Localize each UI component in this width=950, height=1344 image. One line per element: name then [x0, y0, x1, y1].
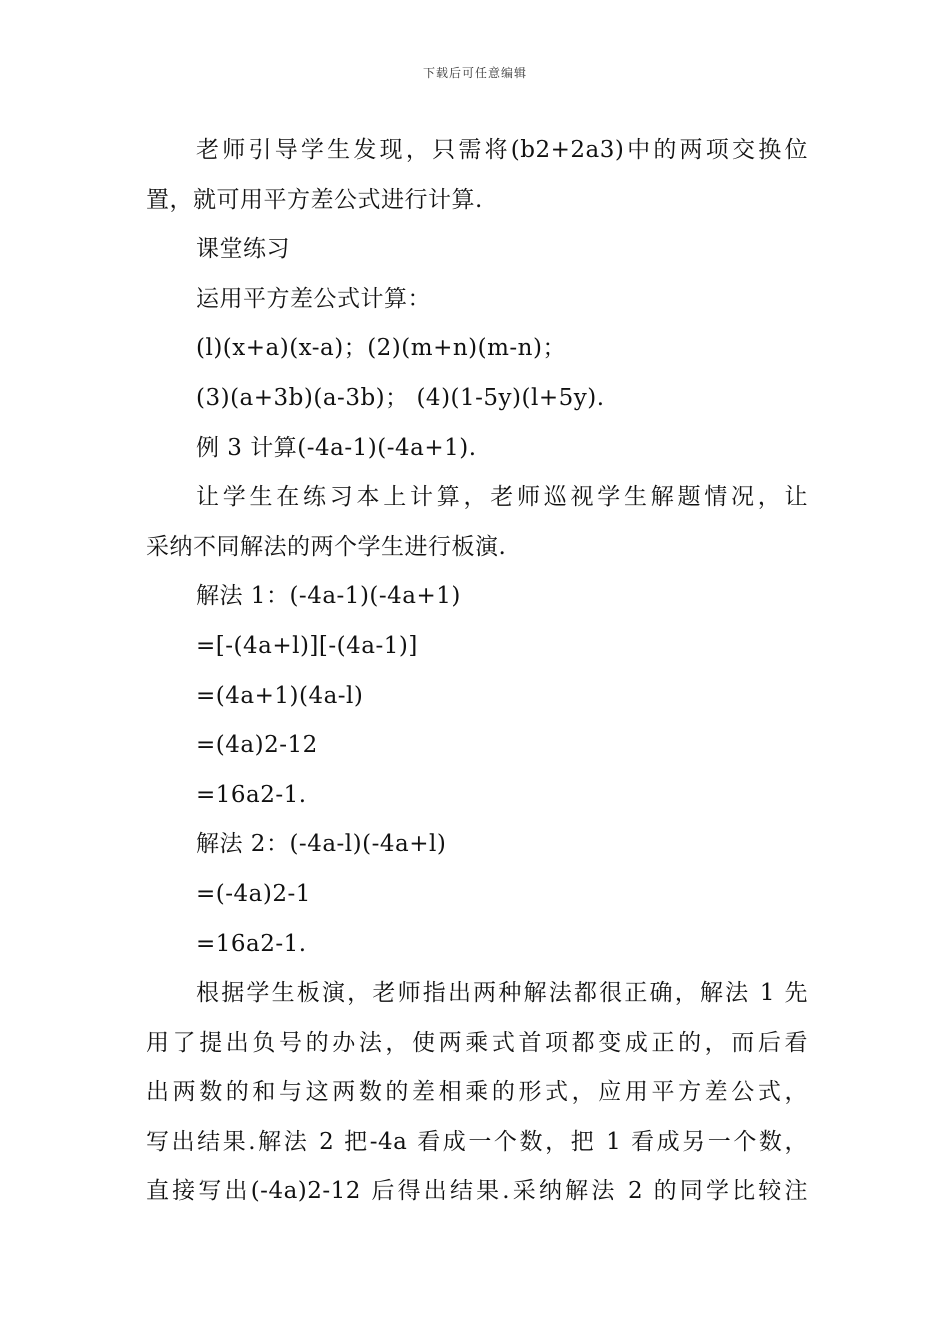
solution-step: =16a2-1.: [196, 781, 307, 808]
exercise-line: (l)(x+a)(x-a)；(2)(m+n)(m-n)；: [196, 335, 566, 362]
text-line: 置，就可用平方差公式进行计算.: [146, 186, 483, 213]
text-line: 老师引导学生发现，只需将(b2+2a3)中的两项交换位: [196, 137, 808, 163]
text-line: 出两数的和与这两数的差相乘的形式，应用平方差公式，: [146, 1079, 808, 1106]
solution-step: =(4a+1)(4a-l): [196, 682, 364, 709]
section-heading: 课堂练习: [196, 236, 290, 263]
exercise-line: (3)(a+3b)(a-3b)； (4)(1-5y)(l+5y).: [196, 384, 605, 411]
solution-step: =[-(4a+l)][-(4a-1)]: [196, 632, 418, 659]
solution-step: =16a2-1.: [196, 930, 307, 957]
text-line: 运用平方差公式计算：: [196, 285, 431, 312]
text-line: 直接写出(-4a)2-12 后得出结果.采纳解法 2 的同学比较注: [146, 1178, 808, 1205]
text-line: 采纳不同解法的两个学生进行板演.: [146, 533, 507, 560]
example-line: 例 3 计算(-4a-1)(-4a+1).: [196, 434, 477, 461]
document-body: [146, 126, 808, 1217]
solution-step: =(4a)2-12: [196, 732, 318, 759]
text-line: 让学生在练习本上计算，老师巡视学生解题情况，让: [196, 484, 808, 511]
text-line: 用了提出负号的办法，使两乘式首项都变成正的，而后看: [146, 1029, 808, 1056]
solution-step: =(-4a)2-1: [196, 880, 311, 907]
solution-line: 解法 1：(-4a-1)(-4a+1): [196, 583, 461, 610]
page-header: 下载后可任意编辑: [422, 66, 527, 80]
text-line: 写出结果.解法 2 把-4a 看成一个数，把 1 看成另一个数，: [146, 1128, 808, 1155]
solution-line: 解法 2：(-4a-l)(-4a+l): [196, 831, 447, 858]
text-line: 根据学生板演，老师指出两种解法都很正确，解法 1 先: [196, 980, 808, 1007]
